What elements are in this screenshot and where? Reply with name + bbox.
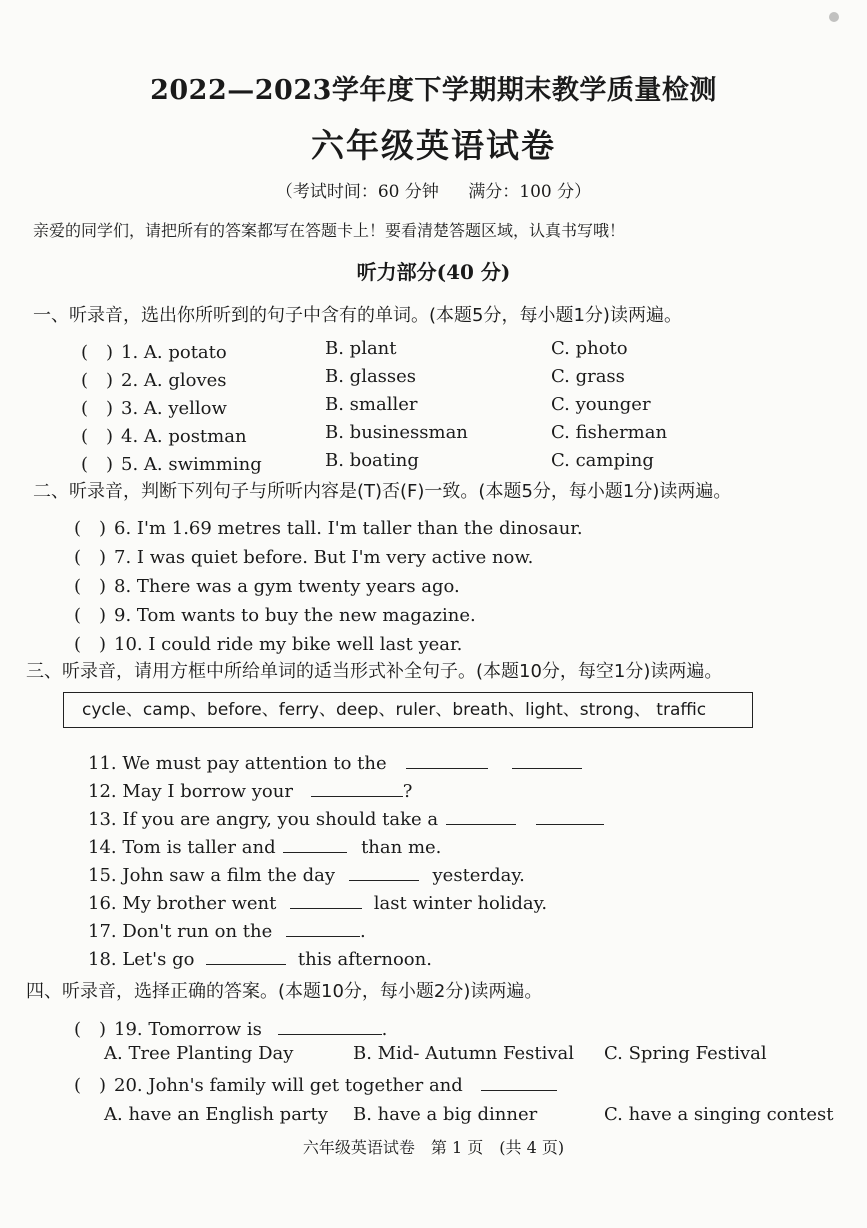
answer-blank[interactable] [290, 892, 362, 909]
question-text: 7. I was quiet before. But I'm very active now. [114, 547, 534, 568]
option-b: B. Mid- Autumn Festival [353, 1043, 575, 1064]
fill-question [88, 808, 604, 830]
answer-paren: ( ) [81, 398, 114, 419]
option-c: C. camping [551, 450, 654, 471]
question-text: 6. I'm 1.69 metres tall. I'm taller than the dinosaur. [114, 518, 583, 539]
fill-question [88, 752, 582, 774]
part4-heading: 四、听录音，选择正确的答案。(本题10分，每小题2分)读两遍。 [26, 981, 543, 1002]
question-20 [74, 1071, 557, 1097]
fill-question [88, 836, 441, 858]
answer-paren: ( ) [74, 547, 107, 568]
answer-paren: ( ) [81, 370, 114, 391]
question-suffix: yesterday. [432, 865, 525, 886]
answer-paren: ( ) [81, 342, 114, 363]
question-text: 9. Tom wants to buy the new magazine. [114, 605, 476, 626]
question-text: 8. There was a gym twenty years ago. [114, 576, 460, 597]
option-c: C. photo [551, 338, 628, 359]
question-suffix: ? [402, 781, 413, 802]
exam-score: 满分：100 分） [468, 182, 592, 202]
exam-info [0, 177, 867, 202]
question-text: 14. Tom is taller and [88, 837, 276, 858]
question-row [74, 514, 583, 540]
word-box: cycle、camp、before、ferry、deep、ruler、breath、light、strong、 traffic [63, 692, 753, 728]
option-c: C. have a singing contest [604, 1104, 834, 1125]
question-row [81, 366, 227, 392]
option-a: 2. A. gloves [121, 370, 227, 391]
answer-blank[interactable] [446, 808, 516, 825]
question-text: 15. John saw a film the day [88, 865, 336, 886]
option-b: B. boating [325, 450, 419, 471]
scan-speck [829, 12, 839, 22]
exam-time: （考试时间：60 分钟 [275, 182, 439, 202]
question-text: 11. We must pay attention to the [88, 753, 387, 774]
fill-question [88, 864, 525, 886]
question-row [81, 394, 227, 420]
question-text: 20. John's family will get together and [114, 1075, 463, 1096]
question-text: 19. Tomorrow is [114, 1019, 262, 1040]
answer-paren: ( ) [81, 426, 114, 447]
answer-paren: ( ) [74, 1075, 107, 1096]
fill-question [88, 948, 432, 970]
fill-question [88, 892, 547, 914]
option-b: B. glasses [325, 366, 417, 387]
answer-blank[interactable] [349, 864, 419, 881]
option-a: 4. A. postman [121, 426, 247, 447]
question-text: 18. Let's go [88, 949, 195, 970]
question-row [81, 450, 262, 476]
question-text: 16. My brother went [88, 893, 277, 914]
question-text: 10. I could ride my bike well last year. [114, 634, 463, 655]
answer-blank[interactable] [536, 808, 604, 825]
option-b: B. have a big dinner [353, 1104, 538, 1125]
option-a: 1. A. potato [121, 342, 227, 363]
question-suffix: . [360, 921, 366, 942]
option-a: A. have an English party [104, 1104, 328, 1125]
part1-heading: 一、听录音，选出你所听到的句子中含有的单词。(本题5分，每小题1分)读两遍。 [33, 305, 682, 326]
fill-question [88, 920, 366, 942]
answer-blank[interactable] [512, 752, 582, 769]
answer-paren: ( ) [74, 1019, 107, 1040]
option-a: A. Tree Planting Day [104, 1043, 294, 1064]
question-row [74, 601, 476, 627]
part3-heading: 三、听录音，请用方框中所给单词的适当形式补全句子。(本题10分，每空1分)读两遍。 [26, 661, 723, 682]
question-row [81, 338, 227, 364]
answer-paren: ( ) [81, 454, 114, 475]
option-b: B. smaller [325, 394, 418, 415]
option-c: C. Spring Festival [604, 1043, 767, 1064]
question-text: 17. Don't run on the [88, 921, 273, 942]
answer-blank[interactable] [206, 948, 286, 965]
option-a: 5. A. swimming [121, 454, 262, 475]
question-suffix: than me. [361, 837, 442, 858]
option-c: C. grass [551, 366, 625, 387]
answer-blank[interactable] [286, 920, 360, 937]
answer-blank[interactable] [406, 752, 488, 769]
question-row [74, 572, 460, 598]
student-notice: 亲爱的同学们，请把所有的答案都写在答题卡上！要看清楚答题区域，认真书写哦！ [33, 221, 626, 240]
answer-blank[interactable] [311, 780, 403, 797]
option-c: C. fisherman [551, 422, 668, 443]
question-row [81, 422, 247, 448]
option-b: B. plant [325, 338, 397, 359]
question-suffix: this afternoon. [297, 949, 432, 970]
question-suffix: . [381, 1019, 388, 1040]
option-b: B. businessman [325, 422, 468, 443]
answer-blank[interactable] [283, 836, 347, 853]
answer-blank[interactable] [481, 1074, 557, 1091]
question-text: 12. May I borrow your [88, 781, 293, 802]
exam-title-line1: 2022—2023学年度下学期期末教学质量检测 [150, 75, 717, 106]
page-footer: 六年级英语试卷 第 1 页 (共 4 页) [302, 1138, 565, 1157]
answer-paren: ( ) [74, 576, 107, 597]
fill-question [88, 780, 412, 802]
listening-section-title: 听力部分(40 分) [356, 260, 511, 284]
question-19 [74, 1015, 387, 1041]
answer-paren: ( ) [74, 518, 107, 539]
exam-title-line2: 六年级英语试卷 [311, 126, 556, 165]
answer-paren: ( ) [74, 605, 107, 626]
question-row [74, 630, 462, 656]
option-a: 3. A. yellow [121, 398, 227, 419]
answer-paren: ( ) [74, 634, 107, 655]
question-suffix: last winter holiday. [373, 893, 548, 914]
question-row [74, 543, 533, 569]
answer-blank[interactable] [278, 1018, 382, 1035]
question-text: 13. If you are angry, you should take a [88, 809, 439, 830]
option-c: C. younger [551, 394, 651, 415]
part2-heading: 二、听录音，判断下列句子与所听内容是(T)否(F)一致。(本题5分，每小题1分)读两遍。 [33, 481, 732, 502]
